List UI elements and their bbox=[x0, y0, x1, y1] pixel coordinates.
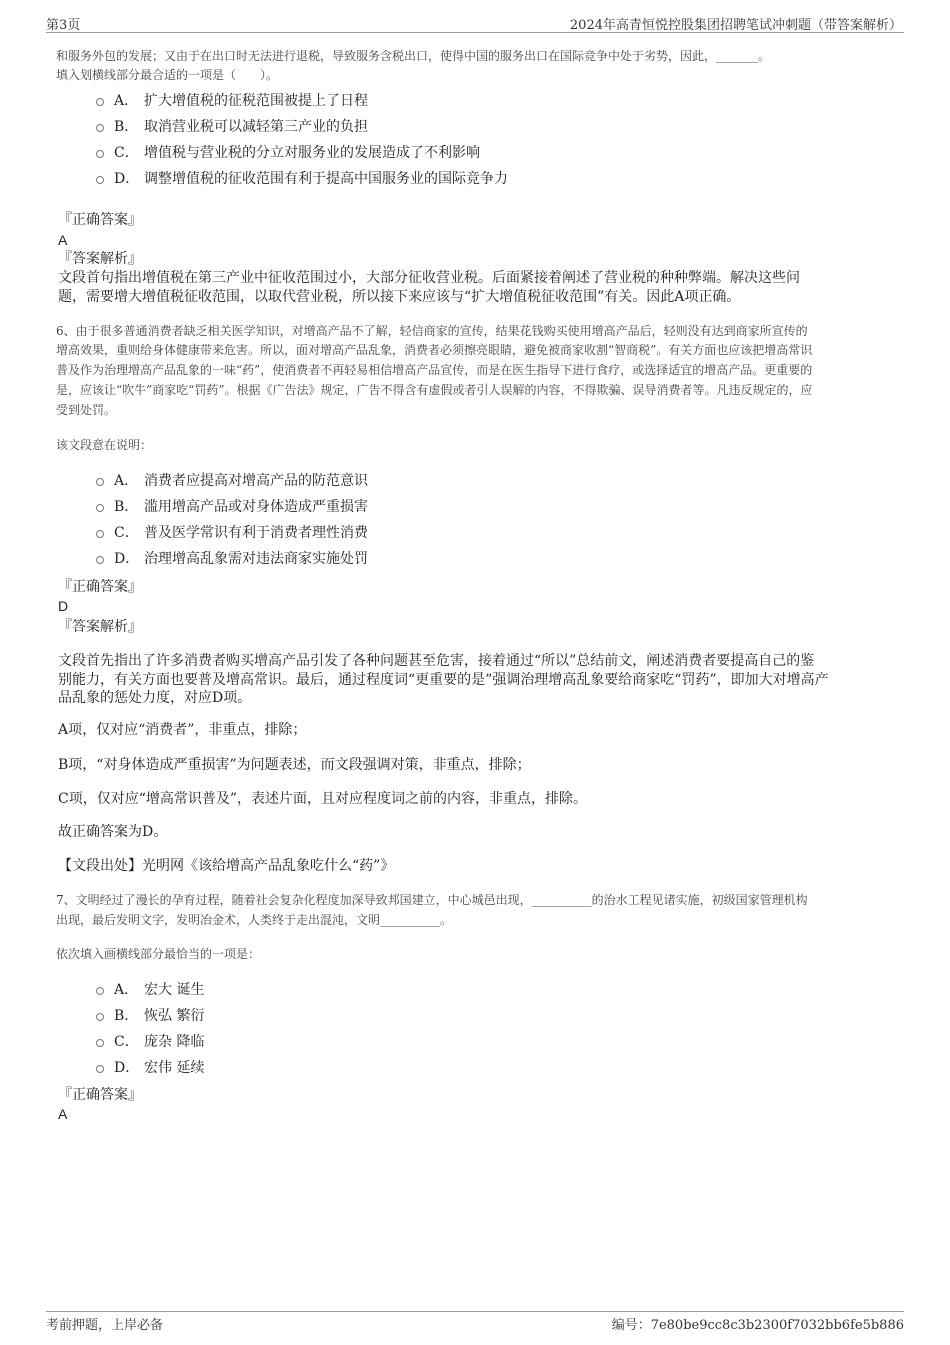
q6-analysis-b: B项，“对身体造成严重损害”为问题表述，而文段强调对策，非重点，排除； bbox=[58, 757, 531, 773]
q6-option-c[interactable]: C． 普及医学常识有利于消费者理性消费 bbox=[96, 521, 368, 543]
q6-answer: D bbox=[58, 598, 69, 614]
radio-button[interactable] bbox=[96, 176, 104, 184]
q6-stem-line4: 是，应该让“吹牛”商家吃“罚药”。根据《广告法》规定，广告不得含有虚假或者引人误解的内容，不得欺骗、误导消费者等。凡违反规定的，应 bbox=[56, 383, 813, 397]
document-id: 编号：7e80be9cc8c3b2300f7032bb6fe5b886 bbox=[611, 1318, 904, 1333]
q6-analysis-line2: 别能力，有关方面也要普及增高常识。最后，通过程度词“更重要的是”强调治理增高乱象要给商家吃“罚药”，即加大对增高产 bbox=[58, 672, 829, 688]
q6-analysis-label: 『答案解析』 bbox=[58, 619, 142, 635]
q5-option-b[interactable]: B． 取消营业税可以减轻第三产业的负担 bbox=[96, 115, 368, 137]
radio-button[interactable] bbox=[96, 530, 104, 538]
radio-button[interactable] bbox=[96, 98, 104, 106]
q5-analysis-label: 『答案解析』 bbox=[58, 251, 142, 267]
q7-answer-label: 『正确答案』 bbox=[58, 1087, 142, 1103]
q6-analysis-a: A项，仅对应“消费者”，非重点，排除； bbox=[58, 722, 307, 738]
page-number: 第3页 bbox=[46, 18, 81, 33]
radio-button[interactable] bbox=[96, 987, 104, 995]
radio-button[interactable] bbox=[96, 504, 104, 512]
q6-prompt: 该文段意在说明： bbox=[56, 438, 153, 452]
q5-option-c[interactable]: C． 增值税与营业税的分立对服务业的发展造成了不利影响 bbox=[96, 141, 480, 163]
header-divider bbox=[46, 32, 904, 33]
q5-answer: A bbox=[58, 232, 68, 248]
q6-answer-label: 『正确答案』 bbox=[58, 579, 142, 595]
q6-analysis-c: C项，仅对应“增高常识普及”，表述片面，且对应程度词之前的内容，非重点，排除。 bbox=[58, 791, 588, 807]
q6-stem-line1: 6、由于很多普通消费者缺乏相关医学知识，对增高产品不了解，轻信商家的宣传，结果花钱购买使用增高产品后，轻则没有达到商家所宣传的 bbox=[56, 324, 808, 338]
footer-divider bbox=[46, 1311, 904, 1312]
q6-stem-line2: 增高效果，重则给身体健康带来危害。所以，面对增高产品乱象，消费者必须擦亮眼睛，避免被商家收割“智商税”。有关方面也应该把增高常识 bbox=[56, 343, 813, 357]
q6-source: 【文段出处】光明网《该给增高产品乱象吃什么“药”》 bbox=[58, 858, 395, 874]
q6-option-d[interactable]: D． 治理增高乱象需对违法商家实施处罚 bbox=[96, 547, 368, 569]
radio-button[interactable] bbox=[96, 1013, 104, 1021]
q7-option-c[interactable]: C． 庞杂 降临 bbox=[96, 1030, 204, 1052]
radio-button[interactable] bbox=[96, 556, 104, 564]
q5-analysis-line2: 题，需要增大增值税征收范围，以取代营业税，所以接下来应该与“扩大增值税征收范围”有关。因此A项正确。 bbox=[58, 289, 741, 305]
footer-slogan: 考前押题，上岸必备 bbox=[46, 1318, 164, 1333]
q7-prompt: 依次填入画横线部分最恰当的一项是： bbox=[56, 947, 261, 961]
radio-button[interactable] bbox=[96, 124, 104, 132]
q5-analysis-line1: 文段首句指出增值税在第三产业中征收范围过小，大部分征收营业税。后面紧接着阐述了营业税的种种弊端。解决这些问 bbox=[58, 270, 800, 286]
q6-analysis-line1: 文段首先指出了许多消费者购买增高产品引发了各种问题甚至危害，接着通过“所以”总结前文，阐述消费者要提高自己的鉴 bbox=[58, 653, 815, 669]
q7-stem-line1: 7、文明经过了漫长的孕育过程，随着社会复杂化程度加深导致邦国建立，中心城邑出现，__________的治水工程见诸实施，初级国家管理机构 bbox=[56, 893, 808, 907]
q7-option-d[interactable]: D． 宏伟 延续 bbox=[96, 1056, 204, 1078]
q7-option-b[interactable]: B． 恢弘 繁衍 bbox=[96, 1004, 204, 1026]
q6-stem-line3: 普及作为治理增高产品乱象的一味“药”，使消费者不再轻易相信增高产品宣传，而是在医生指导下进行食疗，或选择适宜的增高产品。更重要的 bbox=[56, 363, 813, 377]
radio-button[interactable] bbox=[96, 150, 104, 158]
q5-option-d[interactable]: D． 调整增值税的征收范围有利于提高中国服务业的国际竞争力 bbox=[96, 167, 508, 189]
q6-option-b[interactable]: B． 滥用增高产品或对身体造成严重损害 bbox=[96, 495, 368, 517]
q6-analysis-line3: 品乱象的惩处力度，对应D项。 bbox=[58, 690, 252, 706]
q7-answer: A bbox=[58, 1106, 68, 1122]
radio-button[interactable] bbox=[96, 1065, 104, 1073]
q5-answer-label: 『正确答案』 bbox=[58, 212, 142, 228]
q7-stem-line2: 出现，最后发明文字，发明冶金术，人类终于走出混沌，文明__________。 bbox=[56, 913, 453, 927]
radio-button[interactable] bbox=[96, 478, 104, 486]
document-title: 2024年高青恒悦控股集团招聘笔试冲刺题（带答案解析） bbox=[569, 18, 902, 33]
q6-option-a[interactable]: A． 消费者应提高对增高产品的防范意识 bbox=[96, 469, 368, 491]
q7-option-a[interactable]: A． 宏大 诞生 bbox=[96, 978, 204, 1000]
q6-stem-line5: 受到处罚。 bbox=[56, 403, 117, 417]
q5-stem-line1: 和服务外包的发展；又由于在出口时无法进行退税，导致服务含税出口，使得中国的服务出口在国际竞争中处于劣势，因此，_______。 bbox=[56, 49, 771, 63]
q6-conclusion: 故正确答案为D。 bbox=[58, 824, 168, 840]
q5-option-a[interactable]: A． 扩大增值税的征税范围被提上了日程 bbox=[96, 89, 368, 111]
radio-button[interactable] bbox=[96, 1039, 104, 1047]
q5-stem-line2: 填入划横线部分最合适的一项是（ ）。 bbox=[56, 68, 279, 82]
